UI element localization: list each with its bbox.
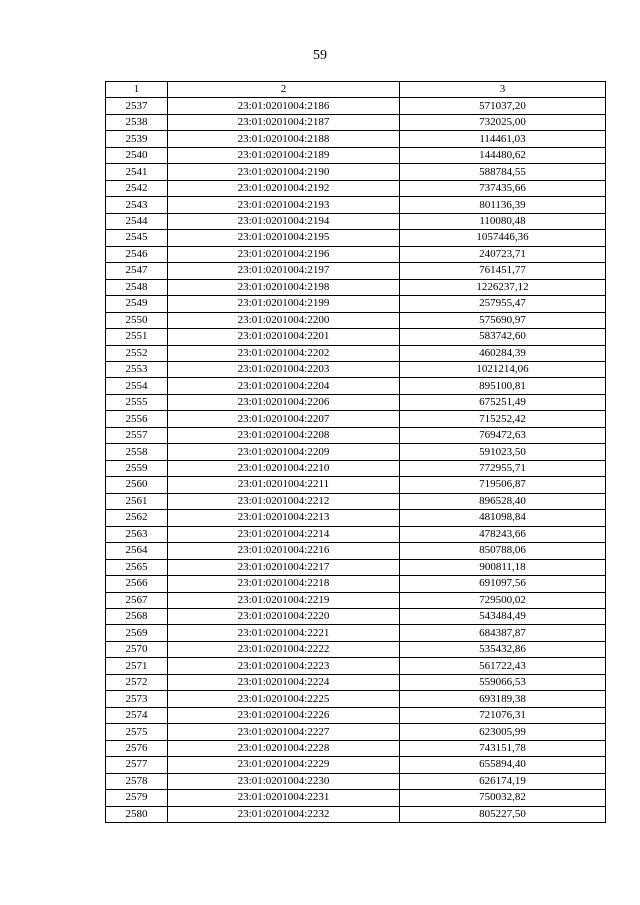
cadastral-number-cell: 23:01:0201004:2214 [168, 526, 400, 542]
value-cell: 850788,06 [400, 543, 606, 559]
row-number-cell: 2547 [106, 263, 168, 279]
cadastral-number-cell: 23:01:0201004:2187 [168, 114, 400, 130]
row-number-cell: 2541 [106, 164, 168, 180]
row-number-cell: 2538 [106, 114, 168, 130]
table-header [106, 82, 606, 98]
value-cell: 588784,55 [400, 164, 606, 180]
row-number-cell: 2539 [106, 131, 168, 147]
table-row [106, 592, 606, 608]
page-number: 59 [313, 48, 327, 63]
table-row [106, 213, 606, 229]
value-cell: 257955,47 [400, 296, 606, 312]
table-row [106, 773, 606, 789]
cadastral-number-cell: 23:01:0201004:2226 [168, 707, 400, 723]
value-cell: 684387,87 [400, 625, 606, 641]
value-cell: 896528,40 [400, 493, 606, 509]
row-number-cell: 2545 [106, 230, 168, 246]
value-cell: 691097,56 [400, 576, 606, 592]
value-cell: 571037,20 [400, 98, 606, 114]
value-cell: 626174,19 [400, 773, 606, 789]
value-cell: 693189,38 [400, 691, 606, 707]
value-cell: 761451,77 [400, 263, 606, 279]
value-cell: 737435,66 [400, 180, 606, 196]
value-cell: 655894,40 [400, 757, 606, 773]
table-row [106, 98, 606, 114]
row-number-cell: 2568 [106, 609, 168, 625]
cadastral-number-cell: 23:01:0201004:2206 [168, 394, 400, 410]
table-row [106, 576, 606, 592]
cadastral-number-cell: 23:01:0201004:2202 [168, 345, 400, 361]
table-row [106, 790, 606, 806]
row-number-cell: 2574 [106, 707, 168, 723]
table-row [106, 296, 606, 312]
value-cell: 1021214,06 [400, 361, 606, 377]
value-cell: 591023,50 [400, 444, 606, 460]
row-number-cell: 2565 [106, 559, 168, 575]
row-number-cell: 2540 [106, 147, 168, 163]
table-row [106, 526, 606, 542]
cadastral-number-cell: 23:01:0201004:2210 [168, 460, 400, 476]
table-row [106, 641, 606, 657]
table-row [106, 147, 606, 163]
row-number-cell: 2554 [106, 378, 168, 394]
value-cell: 144480,62 [400, 147, 606, 163]
value-cell: 478243,66 [400, 526, 606, 542]
table-row [106, 329, 606, 345]
table-row [106, 444, 606, 460]
row-number-cell: 2573 [106, 691, 168, 707]
table-row [106, 411, 606, 427]
table-row [106, 345, 606, 361]
header-cell-3: 3 [400, 82, 606, 98]
table-row [106, 609, 606, 625]
cadastral-number-cell: 23:01:0201004:2208 [168, 427, 400, 443]
table-body [106, 98, 606, 823]
table-row [106, 559, 606, 575]
header-cell-1: 1 [106, 82, 168, 98]
cadastral-number-cell: 23:01:0201004:2212 [168, 493, 400, 509]
table-row [106, 378, 606, 394]
value-cell: 481098,84 [400, 510, 606, 526]
table-row [106, 180, 606, 196]
cadastral-number-cell: 23:01:0201004:2188 [168, 131, 400, 147]
row-number-cell: 2552 [106, 345, 168, 361]
cadastral-number-cell: 23:01:0201004:2198 [168, 279, 400, 295]
value-cell: 543484,49 [400, 609, 606, 625]
row-number-cell: 2563 [106, 526, 168, 542]
value-cell: 719506,87 [400, 477, 606, 493]
value-cell: 1226237,12 [400, 279, 606, 295]
cadastral-number-cell: 23:01:0201004:2219 [168, 592, 400, 608]
row-number-cell: 2577 [106, 757, 168, 773]
row-number-cell: 2548 [106, 279, 168, 295]
table-row [106, 279, 606, 295]
value-cell: 895100,81 [400, 378, 606, 394]
table-row [106, 625, 606, 641]
value-cell: 750032,82 [400, 790, 606, 806]
table-row [106, 674, 606, 690]
row-number-cell: 2572 [106, 674, 168, 690]
table-row [106, 460, 606, 476]
row-number-cell: 2569 [106, 625, 168, 641]
table-row [106, 543, 606, 559]
cadastral-number-cell: 23:01:0201004:2225 [168, 691, 400, 707]
value-cell: 535432,86 [400, 641, 606, 657]
table-row [106, 263, 606, 279]
cadastral-number-cell: 23:01:0201004:2193 [168, 197, 400, 213]
value-cell: 769472,63 [400, 427, 606, 443]
row-number-cell: 2537 [106, 98, 168, 114]
cadastral-number-cell: 23:01:0201004:2232 [168, 806, 400, 822]
value-cell: 561722,43 [400, 658, 606, 674]
cadastral-number-cell: 23:01:0201004:2192 [168, 180, 400, 196]
cadastral-number-cell: 23:01:0201004:2190 [168, 164, 400, 180]
row-number-cell: 2564 [106, 543, 168, 559]
row-number-cell: 2559 [106, 460, 168, 476]
table-row [106, 230, 606, 246]
cadastral-number-cell: 23:01:0201004:2213 [168, 510, 400, 526]
table-row [106, 757, 606, 773]
value-cell: 114461,03 [400, 131, 606, 147]
table-row [106, 493, 606, 509]
cadastral-number-cell: 23:01:0201004:2204 [168, 378, 400, 394]
cadastral-number-cell: 23:01:0201004:2222 [168, 641, 400, 657]
cadastral-number-cell: 23:01:0201004:2197 [168, 263, 400, 279]
table-row [106, 164, 606, 180]
table-row [106, 691, 606, 707]
cadastral-number-cell: 23:01:0201004:2194 [168, 213, 400, 229]
table-row [106, 131, 606, 147]
table-row [106, 806, 606, 822]
cadastral-number-cell: 23:01:0201004:2201 [168, 329, 400, 345]
table-row [106, 724, 606, 740]
cadastral-number-cell: 23:01:0201004:2203 [168, 361, 400, 377]
cadastral-number-cell: 23:01:0201004:2199 [168, 296, 400, 312]
row-number-cell: 2556 [106, 411, 168, 427]
value-cell: 460284,39 [400, 345, 606, 361]
table-row [106, 740, 606, 756]
cadastral-number-cell: 23:01:0201004:2211 [168, 477, 400, 493]
value-cell: 110080,48 [400, 213, 606, 229]
table-row [106, 707, 606, 723]
value-cell: 559066,53 [400, 674, 606, 690]
value-cell: 805227,50 [400, 806, 606, 822]
value-cell: 715252,42 [400, 411, 606, 427]
value-cell: 675251,49 [400, 394, 606, 410]
table-row [106, 114, 606, 130]
table-row [106, 246, 606, 262]
value-cell: 1057446,36 [400, 230, 606, 246]
table-row [106, 477, 606, 493]
value-cell: 623005,99 [400, 724, 606, 740]
table-row [106, 312, 606, 328]
row-number-cell: 2580 [106, 806, 168, 822]
row-number-cell: 2570 [106, 641, 168, 657]
row-number-cell: 2557 [106, 427, 168, 443]
cadastral-number-cell: 23:01:0201004:2230 [168, 773, 400, 789]
row-number-cell: 2546 [106, 246, 168, 262]
table-row [106, 361, 606, 377]
cadastral-number-cell: 23:01:0201004:2220 [168, 609, 400, 625]
value-cell: 743151,78 [400, 740, 606, 756]
row-number-cell: 2551 [106, 329, 168, 345]
cadastral-number-cell: 23:01:0201004:2207 [168, 411, 400, 427]
value-cell: 721076,31 [400, 707, 606, 723]
row-number-cell: 2542 [106, 180, 168, 196]
cadastral-number-cell: 23:01:0201004:2189 [168, 147, 400, 163]
value-cell: 729500,02 [400, 592, 606, 608]
row-number-cell: 2562 [106, 510, 168, 526]
row-number-cell: 2550 [106, 312, 168, 328]
table-row [106, 658, 606, 674]
row-number-cell: 2579 [106, 790, 168, 806]
header-row [106, 82, 606, 98]
row-number-cell: 2543 [106, 197, 168, 213]
table-row [106, 394, 606, 410]
row-number-cell: 2566 [106, 576, 168, 592]
row-number-cell: 2567 [106, 592, 168, 608]
cadastral-number-cell: 23:01:0201004:2224 [168, 674, 400, 690]
cadastral-number-cell: 23:01:0201004:2218 [168, 576, 400, 592]
table-row [106, 510, 606, 526]
cadastral-number-cell: 23:01:0201004:2195 [168, 230, 400, 246]
value-cell: 801136,39 [400, 197, 606, 213]
value-cell: 732025,00 [400, 114, 606, 130]
row-number-cell: 2558 [106, 444, 168, 460]
row-number-cell: 2560 [106, 477, 168, 493]
value-cell: 772955,71 [400, 460, 606, 476]
row-number-cell: 2575 [106, 724, 168, 740]
header-cell-2: 2 [168, 82, 400, 98]
cadastral-number-cell: 23:01:0201004:2221 [168, 625, 400, 641]
table-row [106, 197, 606, 213]
cadastral-number-cell: 23:01:0201004:2223 [168, 658, 400, 674]
row-number-cell: 2549 [106, 296, 168, 312]
row-number-cell: 2578 [106, 773, 168, 789]
value-cell: 575690,97 [400, 312, 606, 328]
cadastral-number-cell: 23:01:0201004:2227 [168, 724, 400, 740]
cadastral-number-cell: 23:01:0201004:2209 [168, 444, 400, 460]
cadastral-number-cell: 23:01:0201004:2186 [168, 98, 400, 114]
row-number-cell: 2544 [106, 213, 168, 229]
cadastral-number-cell: 23:01:0201004:2200 [168, 312, 400, 328]
cadastral-number-cell: 23:01:0201004:2217 [168, 559, 400, 575]
row-number-cell: 2553 [106, 361, 168, 377]
value-cell: 240723,71 [400, 246, 606, 262]
cadastral-number-cell: 23:01:0201004:2196 [168, 246, 400, 262]
table-row [106, 427, 606, 443]
row-number-cell: 2576 [106, 740, 168, 756]
row-number-cell: 2561 [106, 493, 168, 509]
cadastral-number-cell: 23:01:0201004:2231 [168, 790, 400, 806]
value-cell: 583742,60 [400, 329, 606, 345]
row-number-cell: 2555 [106, 394, 168, 410]
cadastral-number-cell: 23:01:0201004:2216 [168, 543, 400, 559]
cadastral-number-cell: 23:01:0201004:2229 [168, 757, 400, 773]
cadastral-number-cell: 23:01:0201004:2228 [168, 740, 400, 756]
row-number-cell: 2571 [106, 658, 168, 674]
value-cell: 900811,18 [400, 559, 606, 575]
data-table [105, 81, 606, 823]
